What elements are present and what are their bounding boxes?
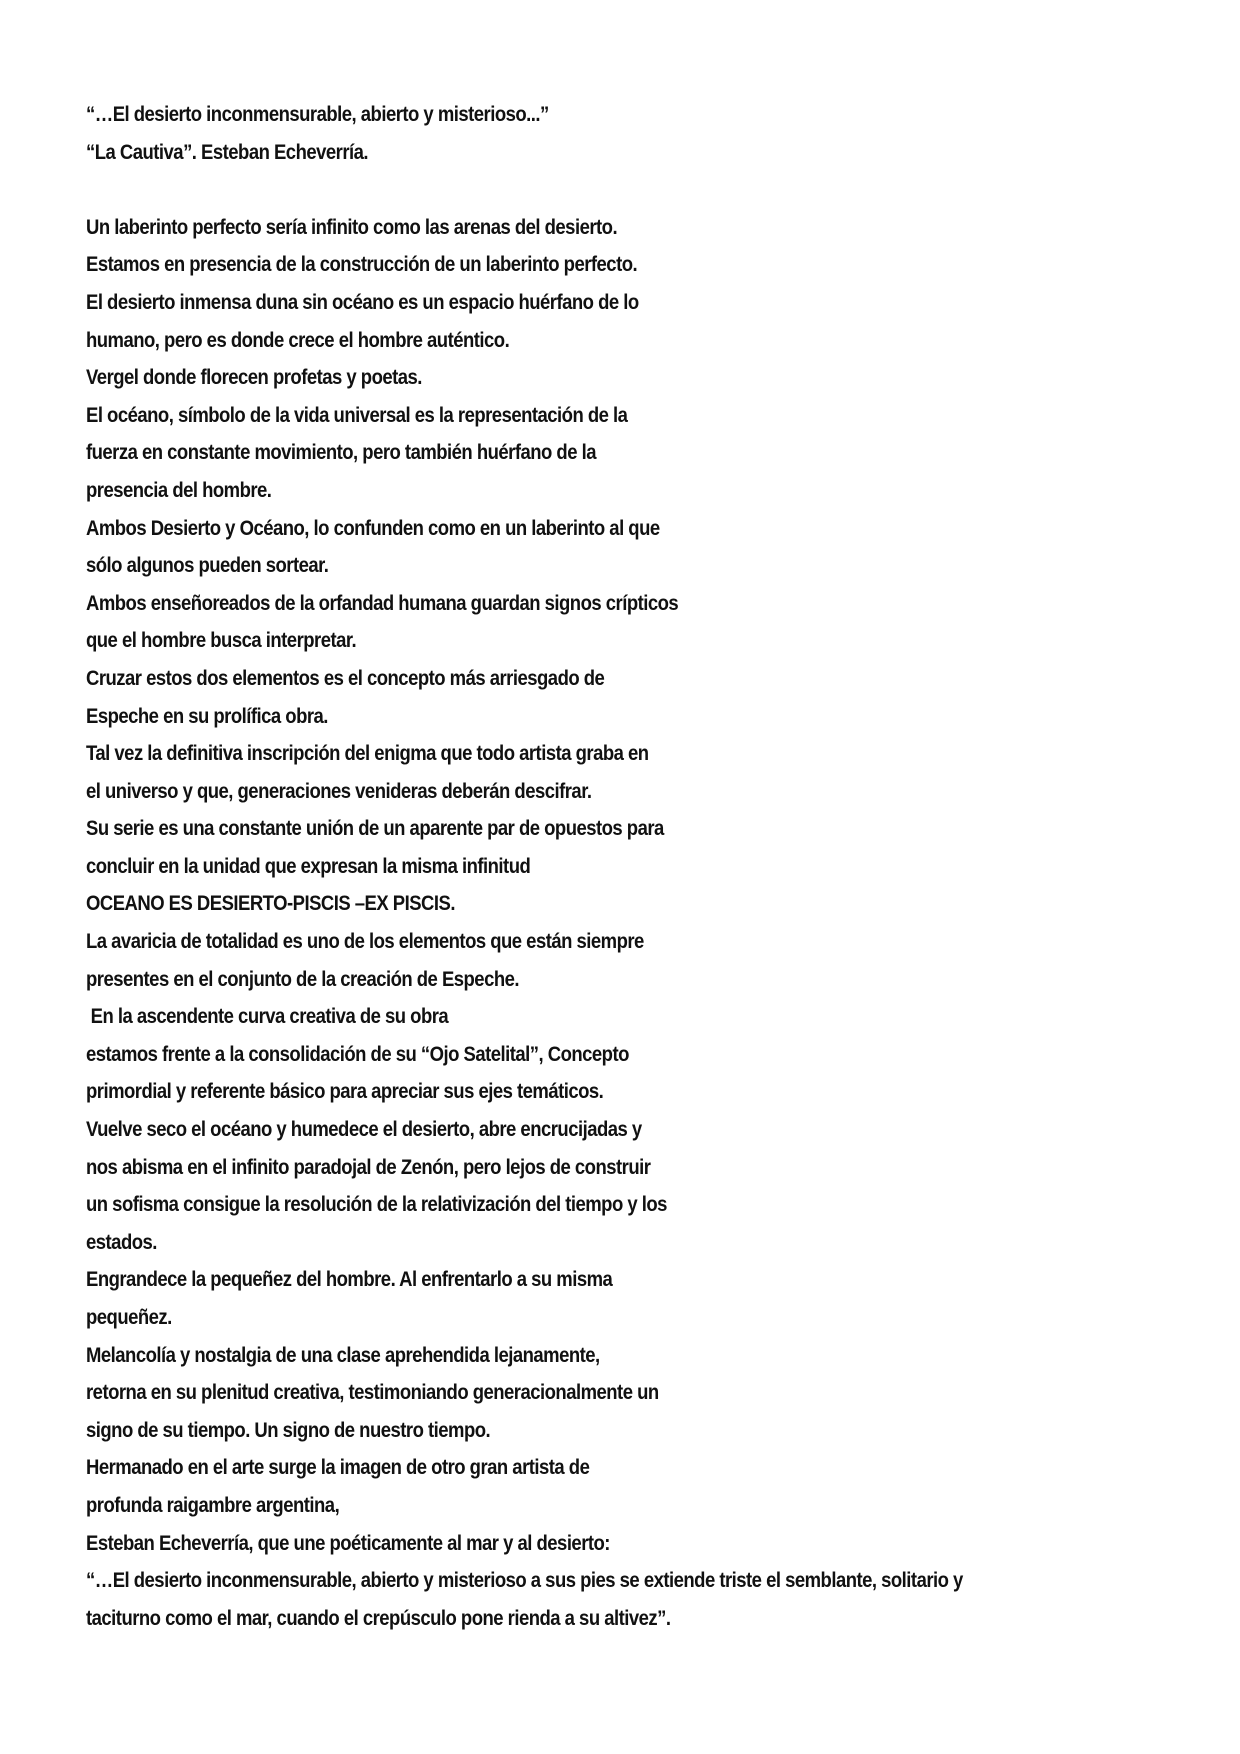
body-text: [86, 209, 1049, 1638]
paragraph-spacer: [86, 171, 1049, 209]
text-line: En la ascendente curva creativa de su obra: [86, 1004, 449, 1029]
text-line: Hermanado en el arte surge la imagen de otro gran artista de: [86, 1455, 590, 1480]
text-line: Vuelve seco el océano y humedece el desierto, abre encrucijadas y: [86, 1117, 642, 1142]
text-line: Tal vez la definitiva inscripción del enigma que todo artista graba en: [86, 741, 649, 766]
text-line: presentes en el conjunto de la creación de Espeche.: [86, 966, 520, 991]
text-line: un sofisma consigue la resolución de la relativización del tiempo y los: [86, 1192, 667, 1217]
text-line: Estamos en presencia de la construcción de un laberinto perfecto.: [86, 252, 638, 277]
text-line: Vergel donde florecen profetas y poetas.: [86, 365, 422, 390]
text-line: estamos frente a la consolidación de su “Ojo Satelital”, Concepto: [86, 1041, 629, 1066]
text-line: nos abisma en el infinito paradojal de Zenón, pero lejos de construir: [86, 1154, 651, 1179]
text-line: presencia del hombre.: [86, 477, 272, 502]
document-text: [86, 96, 1049, 1637]
text-line: pequeñez.: [86, 1305, 172, 1329]
text-line: fuerza en constante movimiento, pero también huérfano de la: [86, 440, 596, 465]
text-line: Espeche en su prolífica obra.: [86, 703, 328, 728]
text-line: Cruzar estos dos elementos es el concepto más arriesgado de: [86, 665, 605, 690]
text-line: Esteban Echeverría, que une poéticamente al mar y al desierto:: [86, 1530, 610, 1555]
text-line: El desierto inmensa duna sin océano es un espacio huérfano de lo: [86, 289, 639, 314]
text-line: La avaricia de totalidad es uno de los elementos que están siempre: [86, 929, 644, 954]
text-line: Un laberinto perfecto sería infinito como las arenas del desierto.: [86, 214, 618, 239]
text-line: que el hombre busca interpretar.: [86, 628, 357, 653]
text-line: Ambos Desierto y Océano, lo confunden como en un laberinto al que: [86, 515, 660, 540]
text-line: taciturno como el mar, cuando el crepúsculo pone rienda a su altivez”.: [86, 1605, 671, 1630]
text-line: humano, pero es donde crece el hombre auténtico.: [86, 327, 510, 352]
text-line: concluir en la unidad que expresan la misma infinitud: [86, 853, 531, 878]
text-line: Engrandece la pequeñez del hombre. Al enfrentarlo a su misma: [86, 1267, 613, 1292]
text-line: primordial y referente básico para apreciar sus ejes temáticos.: [86, 1079, 604, 1104]
text-line: Ambos enseñoreados de la orfandad humana guardan signos crípticos: [86, 590, 679, 615]
text-line: El océano, símbolo de la vida universal es la representación de la: [86, 402, 628, 427]
epigraph-quote: “…El desierto inconmensurable, abierto y misterioso...”: [86, 102, 549, 126]
text-line: estados.: [86, 1229, 157, 1254]
text-line: profunda raigambre argentina,: [86, 1492, 340, 1517]
text-line: sólo algunos pueden sortear.: [86, 553, 329, 578]
text-line: Melancolía y nostalgia de una clase aprehendida lejanamente,: [86, 1342, 600, 1367]
epigraph-source: “La Cautiva”. Esteban Echeverría.: [86, 139, 369, 164]
text-line: Su serie es una constante unión de un aparente par de opuestos para: [86, 816, 664, 841]
text-line: OCEANO ES DESIERTO-PISCIS –EX PISCIS.: [86, 891, 455, 916]
text-line: el universo y que, generaciones venideras deberán descifrar.: [86, 778, 592, 803]
text-line: retorna en su plenitud creativa, testimoniando generacionalmente un: [86, 1380, 659, 1405]
text-line: “…El desierto inconmensurable, abierto y misterioso a sus pies se extiende triste el semblante, solitario y: [86, 1568, 963, 1593]
text-line: signo de su tiempo. Un signo de nuestro tiempo.: [86, 1417, 491, 1442]
